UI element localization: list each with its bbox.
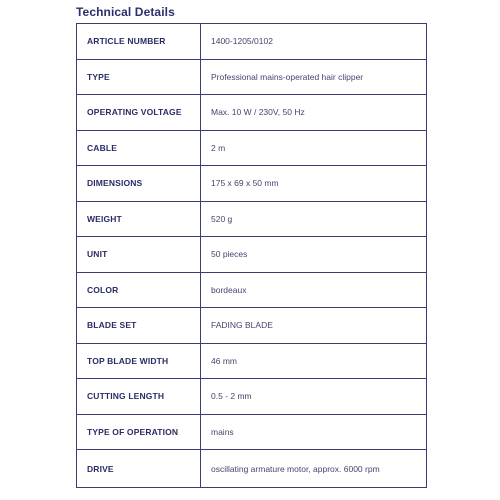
spec-value: Professional mains-operated hair clipper — [201, 59, 427, 95]
spec-label: ARTICLE NUMBER — [77, 24, 201, 60]
spec-value: 50 pieces — [201, 237, 427, 273]
spec-value: 0.5 - 2 mm — [201, 379, 427, 415]
spec-value: 1400-1205/0102 — [201, 24, 427, 60]
spec-label: DRIVE — [77, 450, 201, 488]
table-row — [77, 414, 427, 450]
spec-label: OPERATING VOLTAGE — [77, 95, 201, 131]
spec-value: 175 x 69 x 50 mm — [201, 166, 427, 202]
spec-label: TOP BLADE WIDTH — [77, 343, 201, 379]
technical-details-table — [76, 23, 427, 488]
table-row — [77, 59, 427, 95]
spec-label: WEIGHT — [77, 201, 201, 237]
spec-label: COLOR — [77, 272, 201, 308]
table-row — [77, 343, 427, 379]
table-row — [77, 95, 427, 131]
spec-value: 46 mm — [201, 343, 427, 379]
spec-value: oscillating armature motor, approx. 6000 rpm — [201, 450, 427, 488]
table-row — [77, 166, 427, 202]
spec-value: Max. 10 W / 230V, 50 Hz — [201, 95, 427, 131]
table-row — [77, 130, 427, 166]
spec-label: UNIT — [77, 237, 201, 273]
section-title: Technical Details — [76, 5, 175, 19]
table-row — [77, 308, 427, 344]
spec-label: DIMENSIONS — [77, 166, 201, 202]
spec-value: 2 m — [201, 130, 427, 166]
table-row — [77, 237, 427, 273]
spec-value: 520 g — [201, 201, 427, 237]
spec-value: mains — [201, 414, 427, 450]
table-row — [77, 272, 427, 308]
table-row — [77, 450, 427, 488]
spec-value: bordeaux — [201, 272, 427, 308]
spec-label: TYPE OF OPERATION — [77, 414, 201, 450]
spec-value: FADING BLADE — [201, 308, 427, 344]
spec-label: TYPE — [77, 59, 201, 95]
spec-label: CABLE — [77, 130, 201, 166]
table-row — [77, 379, 427, 415]
table-row — [77, 24, 427, 60]
table-row — [77, 201, 427, 237]
spec-label: CUTTING LENGTH — [77, 379, 201, 415]
spec-label: BLADE SET — [77, 308, 201, 344]
